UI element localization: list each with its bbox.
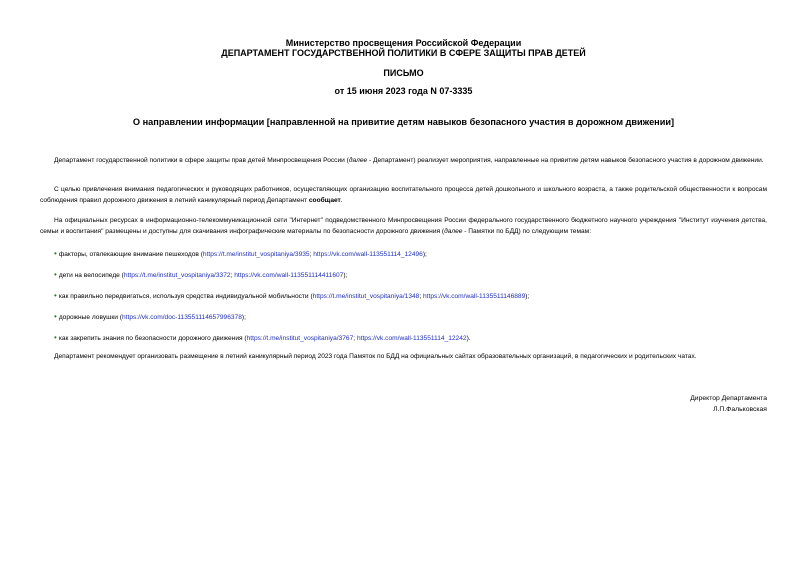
vk-link[interactable]: https://vk.com/wall-113551114411607 bbox=[234, 272, 344, 279]
document-type: ПИСЬМО bbox=[383, 68, 424, 78]
signature-title: Директор Департамента bbox=[690, 395, 767, 402]
separator: ; bbox=[230, 272, 235, 279]
bullet-icon: • bbox=[54, 312, 57, 321]
vk-link[interactable]: https://vk.com/wall-1135511146889 bbox=[423, 293, 526, 300]
vk-doc-link[interactable]: https://vk.com/doc-113551114657996378 bbox=[122, 314, 242, 321]
paragraph-intro bbox=[40, 156, 767, 167]
telegram-link[interactable]: https://t.me/institut_vospitaniya/1348 bbox=[312, 293, 420, 300]
list-item-text: как закрепить знания по безопасности дорожного движения ( bbox=[58, 335, 247, 342]
text-run: . bbox=[340, 196, 343, 204]
text-run: На официальных ресурсах в информационно-телекоммуникационной сети "Интернет" подведомственного Минпросвещения России федерального государственного бюджетного научного учреждения "Институт изучения детства, семьи и воспитания" размещены и доступны для скачивания инфографические материалы по безопасности дорожного движения ( bbox=[40, 217, 767, 235]
text-run: - Департамент) реализует мероприятия, направленные на привитие детям навыков безопасного участия в дорожном движении. bbox=[367, 157, 764, 164]
list-item bbox=[54, 291, 529, 301]
paragraph-resources bbox=[40, 216, 767, 237]
list-item bbox=[54, 333, 471, 343]
document-date-number: от 15 июня 2023 года N 07-3335 bbox=[334, 86, 473, 96]
list-item-end: ); bbox=[422, 251, 427, 258]
signature-name: Л.П.Фальковская bbox=[713, 406, 767, 413]
bullet-icon: • bbox=[54, 270, 57, 279]
list-item-text: дети на велосипеде ( bbox=[58, 272, 124, 279]
bullet-icon: • bbox=[54, 333, 57, 342]
list-item bbox=[54, 312, 246, 322]
italic-run: далее bbox=[444, 227, 463, 235]
separator: ; bbox=[419, 293, 423, 300]
paragraph-purpose bbox=[40, 185, 767, 206]
list-item-text: дорожные ловушки ( bbox=[58, 314, 123, 321]
telegram-link[interactable]: https://t.me/institut_vospitaniya/3767 bbox=[246, 335, 354, 342]
separator: ; bbox=[353, 335, 357, 342]
paragraph-recommendation: Департамент рекомендует организовать размещение в летний каникулярный период 2023 года Памяток по БДД на официальных сайтах образовательных организаций, в педагогических и родительских чатах. bbox=[54, 353, 697, 360]
telegram-link[interactable]: https://t.me/institut_vospitaniya/3372 bbox=[123, 272, 231, 279]
document-subject: О направлении информации [направленной на привитие детям навыков безопасного участия в дорожном движении] bbox=[132, 117, 675, 127]
bold-run: сообщает bbox=[308, 196, 341, 204]
list-item-text: факторы, отвлекающие внимание пешеходов ( bbox=[58, 251, 203, 258]
telegram-link[interactable]: https://t.me/institut_vospitaniya/3935 bbox=[202, 251, 310, 258]
italic-run: далее bbox=[348, 157, 368, 164]
text-run: - Памятки по БДД) по следующим темам: bbox=[462, 227, 592, 235]
separator: ; bbox=[309, 251, 314, 258]
list-item-end: ). bbox=[466, 335, 471, 342]
bullet-icon: • bbox=[54, 249, 57, 258]
vk-link[interactable]: https://vk.com/wall-113551114_12242 bbox=[356, 335, 467, 342]
list-item bbox=[54, 270, 347, 280]
list-item-end: ); bbox=[343, 272, 348, 279]
list-item-end: ); bbox=[525, 293, 530, 300]
text-run: Департамент государственной политики в сфере защиты прав детей Минпросвещения России ( bbox=[54, 157, 349, 164]
department-name: ДЕПАРТАМЕНТ ГОСУДАРСТВЕННОЙ ПОЛИТИКИ В СФЕРЕ ЗАЩИТЫ ПРАВ ДЕТЕЙ bbox=[221, 48, 586, 58]
text-run: С целью привлечения внимания педагогических и руководящих работников, осуществляющих организацию воспитательного процесса детей дошкольного и школьного возраста, а также родительской общественности к вопросам соблюдения правил дорожного движения в летний каникулярный период Департамент bbox=[40, 186, 767, 204]
ministry-name: Министерство просвещения Российской Федерации bbox=[285, 38, 522, 48]
list-item-end: ); bbox=[241, 314, 246, 321]
bullet-icon: • bbox=[54, 291, 57, 300]
list-item-text: как правильно передвигаться, используя средства индивидуальной мобильности ( bbox=[58, 293, 313, 300]
vk-link[interactable]: https://vk.com/wall-113551114_12496 bbox=[313, 251, 423, 258]
list-item bbox=[54, 249, 427, 259]
